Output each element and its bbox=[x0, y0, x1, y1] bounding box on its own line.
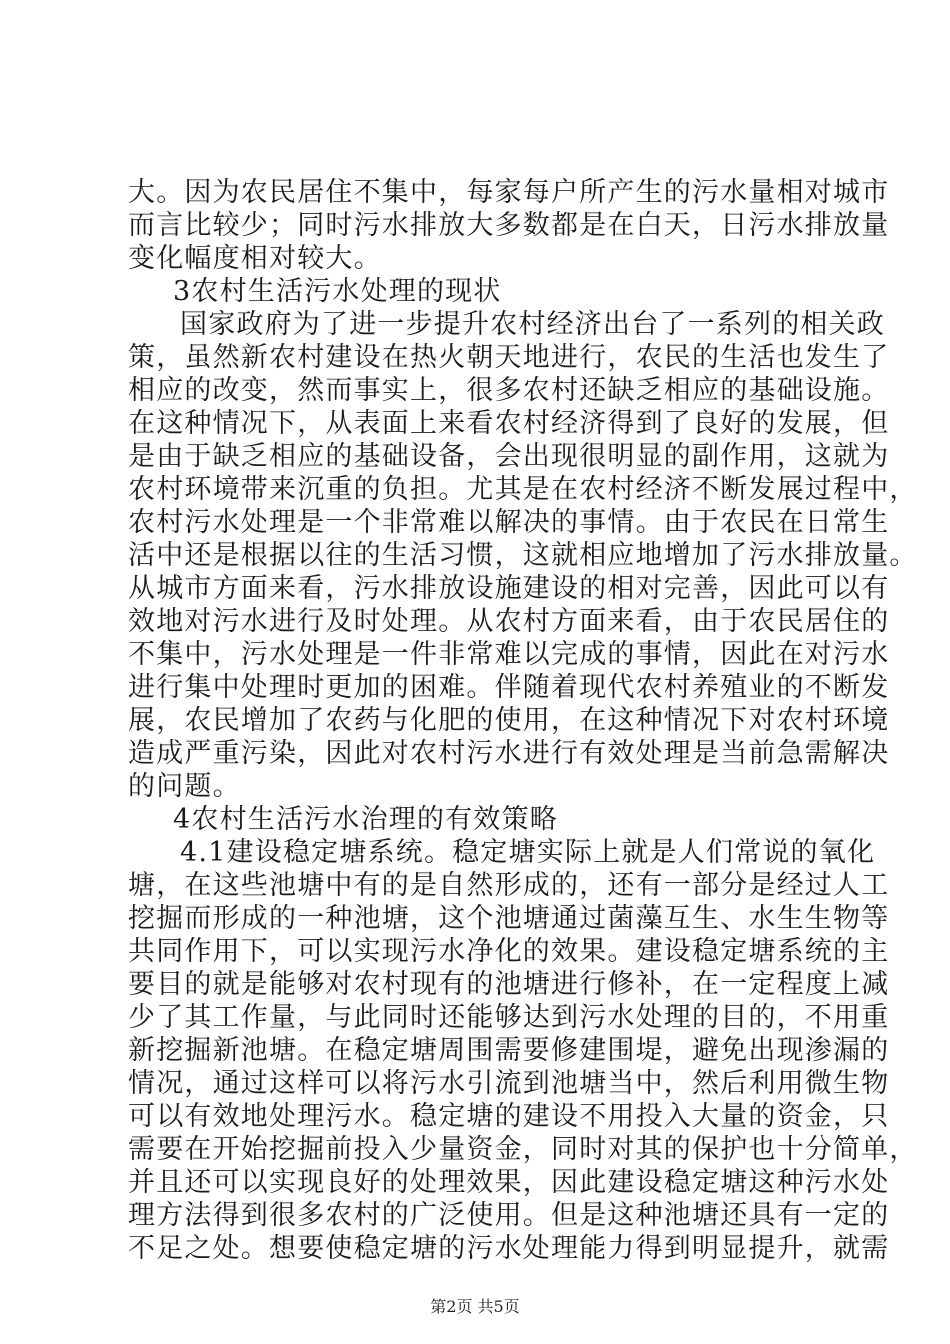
text-line: 是由于缺乏相应的基础设备，会出现很明显的副作用，这就为 bbox=[128, 441, 890, 472]
text-line: 国家政府为了进一步提升农村经济出台了一系列的相关政 bbox=[180, 309, 885, 340]
text-line: 并且还可以实现良好的处理效果，因此建设稳定塘这种污水处 bbox=[128, 1167, 890, 1198]
text-line: 要目的就是能够对农村现有的池塘进行修补，在一定程度上减 bbox=[128, 969, 890, 1000]
text-line: 大。因为农民居住不集中，每家每户所产生的污水量相对城市 bbox=[128, 177, 890, 208]
text-line: 挖掘而形成的一种池塘，这个池塘通过菌藻互生、水生生物等 bbox=[128, 903, 890, 934]
text-line: 塘，在这些池塘中有的是自然形成的，还有一部分是经过人工 bbox=[128, 870, 890, 901]
text-line: 的问题。 bbox=[128, 771, 241, 802]
text-line: 变化幅度相对较大。 bbox=[128, 243, 382, 274]
text-line: 效地对污水进行及时处理。从农村方面来看，由于农民居住的 bbox=[128, 606, 890, 637]
text-line: 从城市方面来看，污水排放设施建设的相对完善，因此可以有 bbox=[128, 573, 890, 604]
text-line: 在这种情况下，从表面上来看农村经济得到了良好的发展，但 bbox=[128, 408, 890, 439]
text-line: 进行集中处理时更加的困难。伴随着现代农村养殖业的不断发 bbox=[128, 672, 890, 703]
page-number-footer: 第2页 共5页 bbox=[430, 1297, 520, 1316]
section-heading: 3农村生活污水处理的现状 bbox=[173, 276, 502, 307]
text-line: 策，虽然新农村建设在热火朝天地进行，农民的生活也发生了 bbox=[128, 342, 890, 373]
text-line: 情况，通过这样可以将污水引流到池塘当中，然后利用微生物 bbox=[128, 1068, 890, 1099]
text-line: 可以有效地处理污水。稳定塘的建设不用投入大量的资金，只 bbox=[128, 1101, 890, 1132]
text-line: 造成严重污染，因此对农村污水进行有效处理是当前急需解决 bbox=[128, 738, 890, 769]
text-line: 共同作用下，可以实现污水净化的效果。建设稳定塘系统的主 bbox=[128, 936, 890, 967]
section-heading: 4农村生活污水治理的有效策略 bbox=[173, 804, 558, 835]
text-line: 农村污水处理是一个非常难以解决的事情。由于农民在日常生 bbox=[128, 507, 890, 538]
text-line: 展，农民增加了农药与化肥的使用，在这种情况下对农村环境 bbox=[128, 705, 890, 736]
text-line: 少了其工作量，与此同时还能够达到污水处理的目的，不用重 bbox=[128, 1002, 890, 1033]
text-line: 而言比较少；同时污水排放大多数都是在白天，日污水排放量 bbox=[128, 210, 890, 241]
text-line: 活中还是根据以往的生活习惯，这就相应地增加了污水排放量。 bbox=[128, 540, 918, 571]
text-line: 理方法得到很多农村的广泛使用。但是这种池塘还具有一定的 bbox=[128, 1200, 890, 1231]
text-line: 不集中，污水处理是一件非常难以完成的事情，因此在对污水 bbox=[128, 639, 890, 670]
text-line: 新挖掘新池塘。在稳定塘周围需要修建围堤，避免出现渗漏的 bbox=[128, 1035, 890, 1066]
text-line: 不足之处。想要使稳定塘的污水处理能力得到明显提升，就需 bbox=[128, 1233, 890, 1264]
text-line: 相应的改变，然而事实上，很多农村还缺乏相应的基础设施。 bbox=[128, 375, 890, 406]
text-line: 4.1建设稳定塘系统。稳定塘实际上就是人们常说的氧化 bbox=[180, 837, 876, 868]
text-line: 农村环境带来沉重的负担。尤其是在农村经济不断发展过程中， bbox=[128, 474, 918, 505]
text-line: 需要在开始挖掘前投入少量资金，同时对其的保护也十分简单， bbox=[128, 1134, 918, 1165]
